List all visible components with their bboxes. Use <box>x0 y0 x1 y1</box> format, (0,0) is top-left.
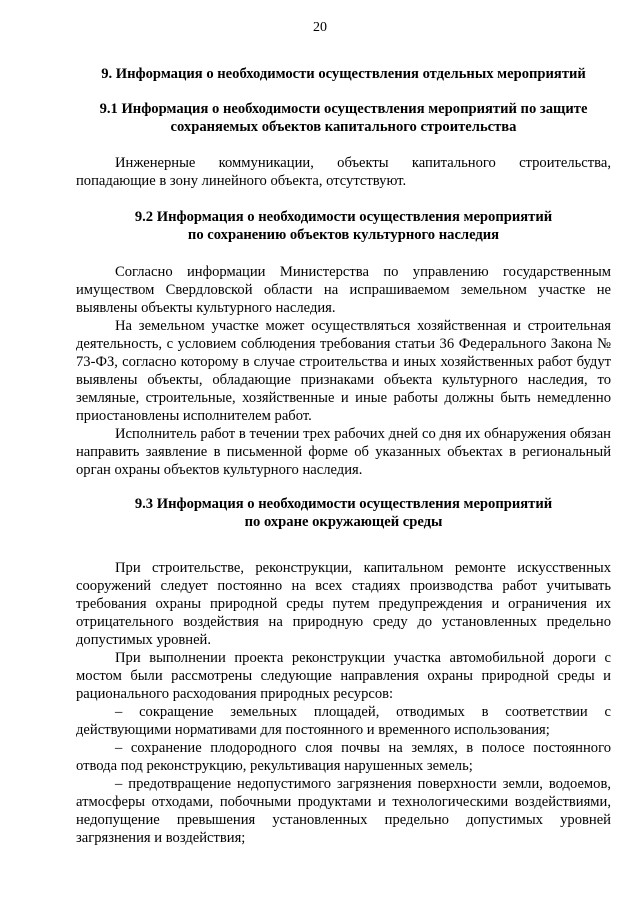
section-9-3-paragraph: При выполнении проекта реконструкции участка автомобильной дороги с мостом были рассмотрены следующие направления охраны природной среды и рационального расходования природных ресурсов: <box>76 650 611 702</box>
section-9-3-heading-line1: 9.3 Информация о необходимости осуществления мероприятий <box>134 496 553 512</box>
page-number: 20 <box>313 20 327 35</box>
section-9-2-paragraph: На земельном участке может осуществляться хозяйственная и строительная деятельность, с условием соблюдения требования статьи 36 Федерального Закона № 73-ФЗ, согласно которому в случае строительства и иных хозяйственных работ будут выявлены объекты, обладающие признаками объекта культурного наследия, то земляные, строительные, хозяйственные и иные работы должны быть немедленно приостановлены исполнителем работ. <box>76 318 611 424</box>
section-9-3-list-item: – сохранение плодородного слоя почвы на землях, в полосе постоянного отвода под реконструкцию, рекультивация нарушенных земель; <box>76 740 611 774</box>
section-9-3-heading-line2: по охране окружающей среды <box>244 514 443 530</box>
section-9-2-paragraph: Согласно информации Министерства по управлению государственным имуществом Свердловской области на испрашиваемом земельном участке не выявлены объекты культурного наследия. <box>76 264 611 316</box>
section-9-3-paragraph: При строительстве, реконструкции, капитальном ремонте искусственных сооружений следует постоянно на всех стадиях производства работ учитывать требования охраны природной среды путем предупреждения и ограничения их отрицательного воздействия на природную среду до установленных предельно допустимых уровней. <box>76 560 611 648</box>
section-9-1-paragraph: Инженерные коммуникации, объекты капитального строительства, попадающие в зону линейного объекта, отсутствуют. <box>76 155 611 189</box>
section-9-2-heading-line1: 9.2 Информация о необходимости осуществления мероприятий <box>134 209 553 225</box>
section-9-3-list-item: – сокращение земельных площадей, отводимых в соответствии с действующими нормативами для постоянного и временного использования; <box>76 704 611 738</box>
section-9-2-heading-line2: по сохранению объектов культурного наследия <box>187 227 500 243</box>
section-9-2-paragraph: Исполнитель работ в течении трех рабочих дней со дня их обнаружения обязан направить заявление в письменной форме об указанных объектах в региональный орган охраны объектов культурного наследия. <box>76 426 611 478</box>
document-body <box>76 57 611 847</box>
section-9-3-heading <box>76 495 611 531</box>
section-9-2-heading <box>76 208 611 244</box>
section-9-1-heading: 9.1 Информация о необходимости осуществления мероприятий по защите сохраняемых объектов капитального строительства <box>99 101 588 135</box>
section-9-3-list-item: – предотвращение недопустимого загрязнения поверхности земли, водоемов, атмосферы отходами, побочными продуктами и технологическими воздействиями, недопущение превышения установленных предельно допустимых уровней загрязнения и воздействия; <box>76 776 611 846</box>
section-9-heading: 9. Информация о необходимости осуществления отдельных мероприятий <box>101 66 586 82</box>
